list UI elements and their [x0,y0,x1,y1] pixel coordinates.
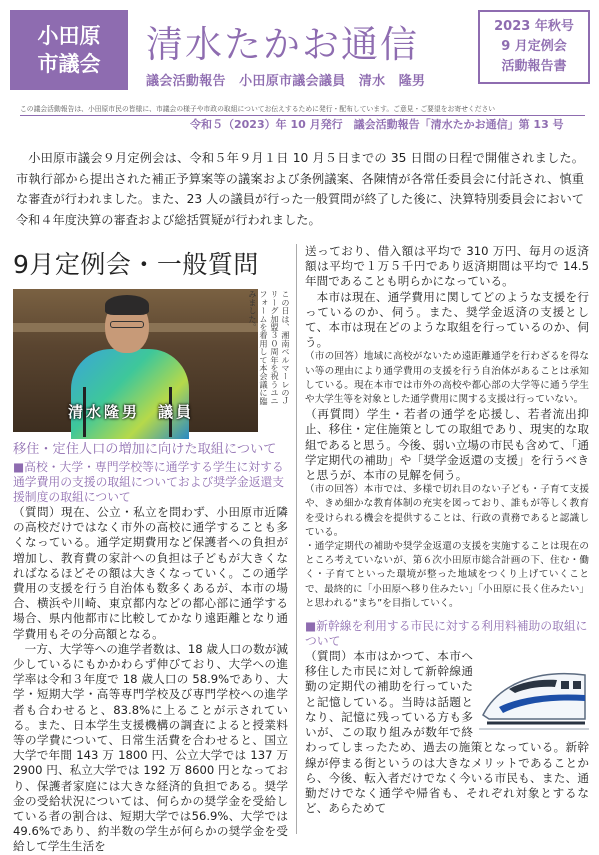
newsletter-subtitle: 議会活動報告 小田原市議会議員 清水 隆男 [146,74,426,89]
question-paragraph: 一方、大学等への進学者数は、18 歳人口の数が減少しているにもかかわらず伸びており、大学への進学率は令和３年度で 18 歳人口の 58.9%であり、大学・短期大学・高等専門学校及び専門学校への進学者も合わせると、83.8%に上ることが示されている。また、日本学生支援機構の調査によると授業料等の学費について、日常生活費を合わせると、国立大学で年間 143 万 1800 円、公立大学では 137 万 2900 円、私立大学では 192 万 8600 円となっており、保護者家庭には大きな経済的負担である。奨学金の受給状況については、何らかの奨学金を受給している者の割合は、短期大学では56.9%、大学では 49.6%であり、約半数の学生が何らかの奨学金を受給して学生生活を [13,641,288,854]
photo-hair [105,295,149,315]
question-heading: ■高校・大学・専門学校等に通学する学生に対する通学費用の支援の取組についておよび奨学金返還支援制度の取組について [13,460,285,504]
train-icon [479,653,589,735]
question-paragraph: （質問）本市はかつて、本市へ移住した市民に対して新幹線通勤の定期代の補助を行っていたと記憶している。当時は話題となり、記憶に残っている方も多いが、この取り組みが数年で終わってしまったため、過去の施策となっている。新幹線が停まる街というのは大きなメリットであることから、今後、転入者だけでなく今いる市民も、また、通勤だけでなく通学や帰省も、それぞれ対象とするなど、あらためて [305,649,589,816]
topic-heading: 移住・定住人口の増加に向けた取組について [13,442,277,457]
photo-caption: この日は、湘南ベルマーレのＪリーグ加盟３０周年を祝うユニフォームを着用して本会議に臨みました。 [248,290,291,405]
council-speaker-photo [13,289,258,432]
right-body-2 [305,649,589,816]
left-column [13,250,291,854]
requestion-paragraph: （再質問）学生・若者の通学を応援し、若者流出抑止、移住・定住施策としての取組であり、現実的な取組であると思う。今後、弱い立場の市民も含めて、「通学定期代の補助」や「奨学金返還の支援」を行うべきと思うが、本市の見解を伺う。 [305,407,589,483]
intro-paragraph: 小田原市議会９月定例会は、令和５年９月１日 10 月５日までの 35 日間の日程で開催されました。市執行部から提出された補正予算案等の議案および条例議案、各陳情が各常任委員会に付託され、慎重な審査が行われました。また、23 人の議員が行った一般質問が終了した後に、決算特別委員会において令和４年度決算の審査および総括質疑が行われました。 [16,151,584,227]
council-badge-line2: 市議会 [37,52,101,76]
section-title: 9月定例会・一般質問 [13,250,259,279]
newsletter-title: 清水たかお通信 [146,23,419,66]
answer-paragraph: （市の回答）地域に高校がないため遠距離通学を行わざるを得ない等の理由により通学費用の支援を行う自治体があることは承知している。現在本市では市外の高校や都心部の大学等に通う学生や大学生等を対象とした通学費用に関する支援は行っていない。 [305,351,589,406]
answer-paragraph: ・通学定期代の補助や奨学金返還の支援を実施することは現在のところ考えていないが、第６次小田原市総合計画の下、住む・働く・子育てといった環境が整った地域をつくり上げていくことで、最終的に「小田原へ移り住みたい」「小田原に長く住みたい」と思われる“まち”を目指していく。 [305,541,589,609]
issue-session: 9 月定例会 [501,39,567,54]
council-badge [10,10,128,90]
issue-type: 活動報告書 [501,59,567,74]
column-divider [296,244,297,834]
photo-nameplate: 清水隆男 議員 [68,403,195,421]
notice-text: この議会活動報告は、小田原市民の皆様に、市議会の様子や市政の取組についてお伝えするために発行・配布しています。ご意見・ご要望をお寄せください [20,103,585,116]
question-paragraph: （質問）現在、公立・私立を問わず、小田原市近隣の高校だけではなく市外の高校に通学することも多くなっている。通学定期費用など保護者への負担が増加し、教育費の家計への負担は子どもが大きくなればなるほどその額は大きくなっていく。この通学費用の支援を行う自治体も数多くあるが、本市の場合、横浜や川崎、東京都内などの都心部に通学する場合、県内他都市に比較してかなり遠距離となり通学費用もその分高額となる。 [13,505,288,641]
question-heading: ■新幹線を利用する市民に対する利用料補助の取組について [305,619,588,649]
issue-season: 2023 年秋号 [494,19,574,34]
issue-badge [478,10,590,84]
answer-paragraph: （市の回答）本市では、多様で切れ目のない子ども・子育て支援や、きめ細かな教育体制の充実を図っており、誰もが等しく教育を受けられる機会を提供することは、行政の責務であると認識している。 [305,484,589,538]
shinkansen-train-illustration [479,653,589,735]
right-column [305,244,589,840]
photo-glasses [110,321,144,328]
dateline: 令和５（2023）年 10 月発行 議会活動報告「清水たかお通信」第 13 号 [190,118,564,131]
right-body [305,244,589,611]
question-paragraph: 本市は現在、通学費用に関してどのような支援を行っているのか、伺う。また、奨学金返済の支援として、本市は現在どのような取組を行っているのか、伺う。 [305,289,589,350]
council-badge-line1: 小田原 [37,24,101,48]
question-body [13,505,288,855]
question-paragraph: 送っており、借入額は平均で 310 万円、毎月の返済額は平均で１万５千円であり返済期間は平均で 14.5年間であることも明らかになっている。 [305,244,589,289]
